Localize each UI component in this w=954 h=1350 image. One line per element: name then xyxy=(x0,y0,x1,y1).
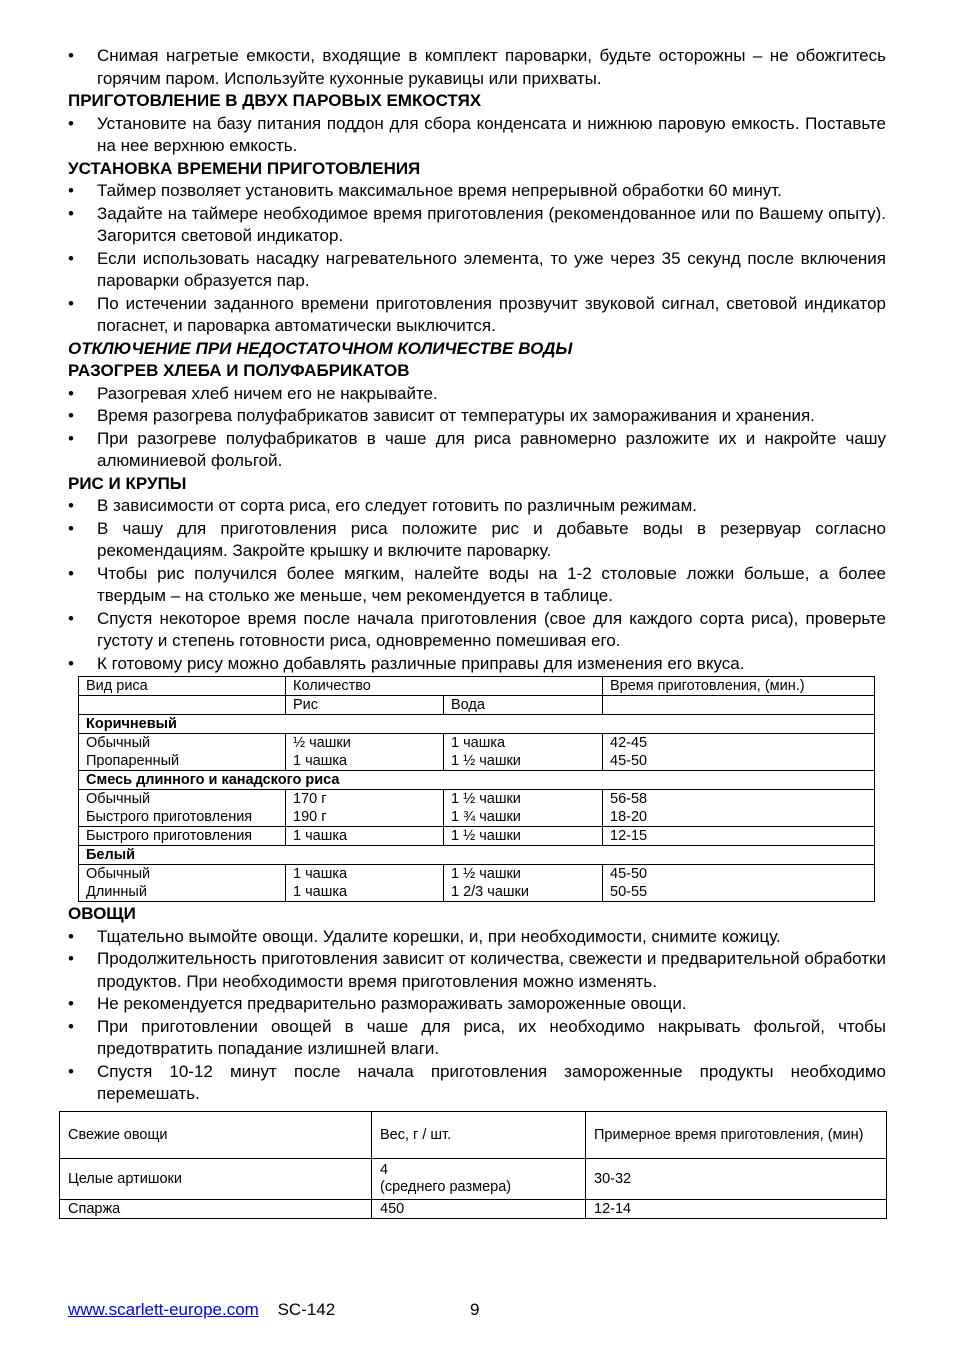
table-cell: 12-15 xyxy=(603,827,875,846)
table-cell: Целые артишоки xyxy=(60,1158,372,1199)
bullet-list xyxy=(68,180,886,338)
list-item: • Разогревая хлеб ничем его не накрывайте. xyxy=(68,383,886,406)
table-row xyxy=(79,734,875,771)
table-cell: Обычный Пропаренный xyxy=(79,734,286,771)
rice-table xyxy=(78,676,875,902)
table-cell: 1 ½ чашки xyxy=(444,827,603,846)
table-header: Свежие овощи xyxy=(60,1111,372,1158)
table-category: Смесь длинного и канадского риса xyxy=(79,771,875,790)
list-item: • Таймер позволяет установить максимальное время непрерывной обработки 60 минут. xyxy=(68,180,886,203)
website-link[interactable]: www.scarlett-europe.com xyxy=(68,1300,259,1319)
table-cell: Быстрого приготовления xyxy=(79,827,286,846)
table-header: Время приготовления, (мин.) xyxy=(603,677,875,696)
table-cell xyxy=(603,696,875,715)
section-heading: ПРИГОТОВЛЕНИЕ В ДВУХ ПАРОВЫХ ЕМКОСТЯХ xyxy=(68,91,482,110)
table-header: Вода xyxy=(444,696,603,715)
table-row xyxy=(79,677,875,696)
list-item: • Спустя 10-12 минут после начала приготовления замороженные продукты необходимо перемешать. xyxy=(68,1061,886,1106)
table-header: Рис xyxy=(286,696,444,715)
list-item: • При приготовлении овощей в чаше для риса, их необходимо накрывать фольгой, чтобы предотвратить попадание излишней влаги. xyxy=(68,1016,886,1061)
table-row xyxy=(79,696,875,715)
table-category-row xyxy=(79,771,875,790)
table-cell: 42-45 45-50 xyxy=(603,734,875,771)
list-item: • Задайте на таймере необходимое время приготовления (рекомендованное или по Вашему опыту). Загорится световой индикатор. xyxy=(68,203,886,248)
page-footer xyxy=(68,1300,480,1320)
list-item: • Если использовать насадку нагревательного элемента, то уже через 35 секунд после включения пароварки образуется пар. xyxy=(68,248,886,293)
list-item: • К готовому рису можно добавлять различные приправы для изменения его вкуса. xyxy=(68,653,886,676)
table-cell: 4 (среднего размера) xyxy=(372,1158,586,1199)
bullet-list xyxy=(68,495,886,675)
list-item: • Чтобы рис получился более мягким, налейте воды на 1-2 столовые ложки больше, а более твердым – на столько же меньше, чем рекомендуется в таблице. xyxy=(68,563,886,608)
table-cell: ½ чашки 1 чашка xyxy=(286,734,444,771)
list-item: • Не рекомендуется предварительно размораживать замороженные овощи. xyxy=(68,993,886,1016)
table-cell: 170 г 190 г xyxy=(286,790,444,827)
table-category: Белый xyxy=(79,846,875,865)
table-row xyxy=(60,1158,887,1199)
list-item: • Установите на базу питания поддон для сбора конденсата и нижнюю паровую емкость. Поставьте на нее верхнюю емкость. xyxy=(68,113,886,158)
list-item: • Снимая нагретые емкости, входящие в комплект пароварки, будьте осторожны – не обожгитесь горячим паром. Используйте кухонные рукавицы или прихваты. xyxy=(68,45,886,90)
table-header: Количество xyxy=(286,677,603,696)
table-cell: 1 чашка 1 ½ чашки xyxy=(444,734,603,771)
table-header: Примерное время приготовления, (мин) xyxy=(586,1111,887,1158)
table-cell: 1 ½ чашки 1 2/3 чашки xyxy=(444,865,603,902)
bullet-list xyxy=(68,113,886,158)
section-heading: ОВОЩИ xyxy=(68,904,136,923)
section-heading: РИС И КРУПЫ xyxy=(68,473,187,493)
section-heading: РАЗОГРЕВ ХЛЕБА И ПОЛУФАБРИКАТОВ xyxy=(68,361,410,380)
list-item: • Продолжительность приготовления зависит от количества, свежести и предварительной обработки продуктов. При необходимости время приготовления можно изменять. xyxy=(68,948,886,993)
table-cell: 1 чашка xyxy=(286,827,444,846)
list-item: • При разогреве полуфабрикатов в чаше для риса равномерно разложите их и накройте чашу алюминиевой фольгой. xyxy=(68,428,886,473)
table-cell: 1 ½ чашки 1 ¾ чашки xyxy=(444,790,603,827)
document-body xyxy=(68,45,886,1219)
table-category-row xyxy=(79,846,875,865)
model-number: SC-142 xyxy=(277,1300,336,1319)
table-header: Вид риса xyxy=(79,677,286,696)
table-cell: 45-50 50-55 xyxy=(603,865,875,902)
bullet-list xyxy=(68,45,886,90)
table-row xyxy=(79,865,875,902)
table-cell: 12-14 xyxy=(586,1199,887,1218)
list-item: • В зависимости от сорта риса, его следует готовить по различным режимам. xyxy=(68,495,886,518)
table-category: Коричневый xyxy=(79,715,875,734)
table-row xyxy=(60,1111,887,1158)
table-cell: Обычный Быстрого приготовления xyxy=(79,790,286,827)
list-item: • Тщательно вымойте овощи. Удалите корешки, и, при необходимости, снимите кожицу. xyxy=(68,926,886,949)
table-cell: 1 чашка 1 чашка xyxy=(286,865,444,902)
table-cell: 450 xyxy=(372,1199,586,1218)
table-cell: Обычный Длинный xyxy=(79,865,286,902)
vegetables-table xyxy=(59,1111,887,1219)
table-cell: 30-32 xyxy=(586,1158,887,1199)
list-item: • В чашу для приготовления риса положите рис и добавьте воды в резервуар согласно рекомендациям. Закройте крышку и включите пароварку. xyxy=(68,518,886,563)
table-cell: 56-58 18-20 xyxy=(603,790,875,827)
table-cell xyxy=(79,696,286,715)
bullet-list xyxy=(68,926,886,1106)
table-row xyxy=(79,790,875,827)
table-row xyxy=(60,1199,887,1218)
table-row xyxy=(79,827,875,846)
list-item: • По истечении заданного времени приготовления прозвучит звуковой сигнал, световой индикатор погаснет, и пароварка автоматически выключится. xyxy=(68,293,886,338)
section-heading: УСТАНОВКА ВРЕМЕНИ ПРИГОТОВЛЕНИЯ xyxy=(68,158,421,178)
page-number: 9 xyxy=(470,1300,480,1319)
table-category-row xyxy=(79,715,875,734)
bullet-list xyxy=(68,383,886,473)
section-heading: ОТКЛЮЧЕНИЕ ПРИ НЕДОСТАТОЧНОМ КОЛИЧЕСТВЕ ВОДЫ xyxy=(68,338,573,358)
list-item: • Спустя некоторое время после начала приготовления (свое для каждого сорта риса), проверьте густоту и степень готовности риса, одновременно помешивая его. xyxy=(68,608,886,653)
list-item: • Время разогрева полуфабрикатов зависит от температуры их замораживания и хранения. xyxy=(68,405,886,428)
table-cell: Спаржа xyxy=(60,1199,372,1218)
table-header: Вес, г / шт. xyxy=(372,1111,586,1158)
